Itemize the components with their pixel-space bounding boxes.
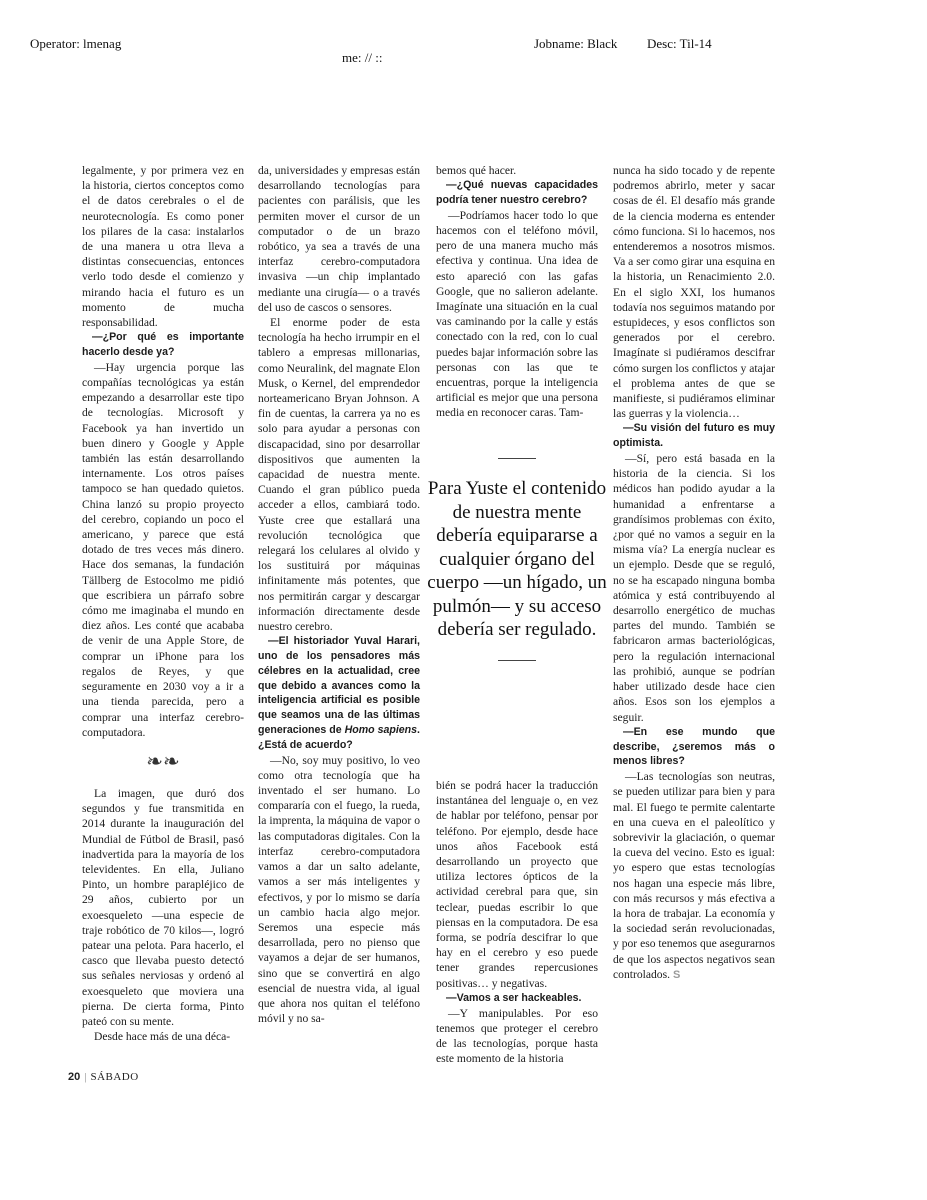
paragraph-text: —Las tecnologías son neutras, se pueden utilizar para bien y para mal. El fuego te permite calentarte en una cueva en el paleolítico y sobrevivir la glaciación, o quemar la cueva del vecino. Esto es igual: yo espero que estas tecnologías nos hagan una especie más libre, con más recursos y más efectiva a la hora de trabajar. La economía y la sociedad serán revolucionadas, y por eso tenemos que asegurarnos de que los aspectos negativos sean controlados. [613,770,775,981]
body-paragraph: El enorme poder de esta tecnología ha hecho irrumpir en el tablero a empresas millonarias, como Neuralink, del magnate Elon Musk, o Kernel, del emprendedor norteamericano Bryan Johnson. A fin de cuentas, la carrera ya no es solo para ayudar a personas con discapacidad, sino por desarrollar dispositivos que aumenten la capacidad de nuestra mente. Cuando el gran público pueda acceder a ellos, cambiará todo. Yuste cree que estallará una revolución tecnológica que relegará los celulares al olvido y los sustituirá por máquinas infinitamente más potentes, que nos permitirán cargar y descargar información directamente desde nuestro cerebro. [258,316,420,634]
interview-question: —Vamos a ser hackeables. [446,991,582,1004]
body-paragraph: —Hay urgencia porque las compañías tecnológicas ya están empezando a desarrollar este tipo de tecnologías. Microsoft y Facebook ya han invertido un buen dinero y Google y Apple también las están desarrollando internamente. Los otros países tampoco se han quedado quietos. China lanzó su propio proyecto del cerebro, copiando un poco el americano, y parece que está dotado de tres veces más dinero. Hace dos semanas, la fundación Tällberg de Estocolmo me pidió que escribiera un párrafo sobre cómo me imaginaba el mundo en diez años. Les conté que acababa de venir de una Apple Store, de comprar un iPhone para los regalos de Reyes, y que seguramente en 2030 voy a ir a una tienda parecida, pero a comprar una interfaz cerebro-computadora. [82,360,244,739]
pull-quote-bottom-rule [498,660,536,661]
interview-question: —Su visión del futuro es muy optimista. [613,422,775,450]
header-center-label: me: // :: [342,50,383,65]
question-italic: Homo sapiens [344,724,418,737]
pull-quote-text: Para Yuste el contenido de nuestra mente debería equipararse a cualquier órgano del cuerpo —un hígado, un pulmón— y su acceso debería ser regulado. [427,478,607,640]
magazine-name: SÁBADO [90,1071,139,1083]
jobname-label: Jobname: Black [534,36,618,51]
article-column-3-top [436,163,598,421]
body-paragraph: —Podríamos hacer todo lo que hacemos con el teléfono móvil, pero de una manera mucho más efectiva y continua. Una idea de esto apareció con las gafas Google, que no salieron adelante. Imagínate una situación en la cual vas caminando por la calle y estás conectado con la red, con lo cual puedes bajar información sobre las personas con las que te encuentras, porque la inteligencia artificial es mejor que una persona media en reconocer caras. Tam- [436,208,598,420]
body-paragraph: Desde hace más de una déca- [94,1030,231,1044]
page-number: 20 [68,1071,81,1083]
article-column-3-bottom [436,778,598,1066]
interview-question: —¿Qué nuevas capacidades podría tener nuestro cerebro? [436,179,598,206]
body-paragraph: bién se podrá hacer la traducción instantánea del lenguaje o, en vez de hablar por teléfono, pensar por teléfono. Por ejemplo, desde hace unos años Facebook está desarrollando un proyecto que utiliza lectores ópticos de la actividad cerebral para que, sin teclear, puedas escribir lo que piensas en la computadora. De esa forma, se podría descifrar lo que hay en el cerebro y eso puede tener grandes repercusiones positivas… y negativas. [436,779,598,990]
body-paragraph [613,769,775,983]
body-paragraph: bemos qué hacer. [436,164,517,177]
interview-question: —¿Por qué es importante hacerlo desde ya? [82,331,244,359]
section-ornament-icon: ❧❧ [146,750,180,773]
interview-question [258,634,420,752]
question-text: —El historiador Yuval Harari, uno de los pensadores más célebres en la actualidad, cree que debido a avances como la inteligencia artificial es posible que seamos una de las últimas generaciones de [258,635,420,737]
pull-quote [427,458,607,661]
article-column-2 [258,163,420,1026]
operator-label: Operator: lmenag [30,36,122,51]
pull-quote-top-rule [498,458,536,459]
body-paragraph: nunca ha sido tocado y de repente podremos abrirlo, meter y sacar cosas de él. El desafío más grande de la ciencia moderna es entender cómo funciona. Si lo hacemos, nos entenderemos a nosotros mismos. Va a ser como girar una esquina en la historia, un Renacimiento 2.0. En el siglo XXI, los humanos todavía nos seguimos matando por estupideces, y esos conflictos son generados por el cerebro. Imagínate si pudiéramos descifrar cómo surgen los conflictos y atajar el problema antes de que se manifieste, si pudiéramos eliminar las guerras y la violencia… [613,164,775,421]
body-paragraph: —Sí, pero está basada en la historia de la ciencia. Si los médicos han podido ayudar a la humanidad a enfrentarse a grandísimos problemas con éxito, ¿por qué no vamos a seguir en la misma vía? La energía nuclear es un ejemplo. Desde que se reguló, no se ha escapado ninguna bomba atómica y está contribuyendo al desarrollo energético de muchas partes del mundo. También se fabricaron armas bacteriológicas, pero la regulación internacional las prohibió, aunque se podrían haber utilizado desde hace cien años. Esos son los ejemplos a seguir. [613,452,775,724]
article-column-1 [82,163,244,1044]
body-paragraph: —Y manipulables. Por eso tenemos que proteger el cerebro de las tecnologías, porque hasta este momento de la historia [436,1006,598,1066]
body-paragraph: da, universidades y empresas están desarrollando tecnologías para pacientes con parálisis, que les permiten mover el cursor de un computador o de un brazo robótico, ya sea a través de una interfaz cerebro-computadora invasiva —un chip implantado mediante una cirugía— o a través del uso de cascos o sensores. [258,164,420,314]
desc-label: Desc: Til-14 [647,36,712,51]
end-mark-icon: S [670,968,681,981]
body-paragraph: legalmente, y por primera vez en la historia, ciertos conceptos como el de datos cerebrales o el de neurotecnología. Es como poner los pilares de la casa: instalarlos de una manera u otra lleva a distintas consecuencias, entonces verlo todo desde el comienzo y mirando hacia el futuro es un momento de mucha responsabilidad. [82,164,244,330]
body-paragraph: —No, soy muy positivo, lo veo como otra tecnología que ha inventado el ser humano. Lo compararía con el fuego, la rueda, la imprenta, la máquina de vapor o las computadoras digitales. Con la interfaz cerebro-computadora vamos a dar un salto adelante, vamos a ser más inteligentes y efectivos, y por lo mismo se daría un cambio hacia algo mejor. Seremos una especie más desarrollada, pero no pienso que vayamos a dejar de ser humanos, sino que se convertirá en algo esencial de nuestra vida, al igual que ahora nos quitan el teléfono móvil y no sa- [258,753,420,1026]
folio-separator: | [84,1071,87,1083]
folio [68,1071,139,1083]
interview-question: —En ese mundo que describe, ¿seremos más o menos libres? [613,725,775,768]
question-tail: . ¿Está de acuerdo? [258,724,420,751]
article-column-4 [613,163,775,983]
body-paragraph: La imagen, que duró dos segundos y fue transmitida en 2014 durante la inauguración del Mundial de Fútbol de Brasil, pasó inadvertida para la mayoría de los televidentes. En ella, Juliano Pinto, un hombre parapléjico de 29 años, cubierto por un exoesqueleto —una especie de traje robótico de 70 kilos—, logró patear una pelota. Para hacerlo, el casco que llevaba puesto detectó sus señales nerviosas y ordenó al exoesqueleto que moviera una pierna. De cierta forma, Pinto pateó con su mente. [82,786,244,1028]
